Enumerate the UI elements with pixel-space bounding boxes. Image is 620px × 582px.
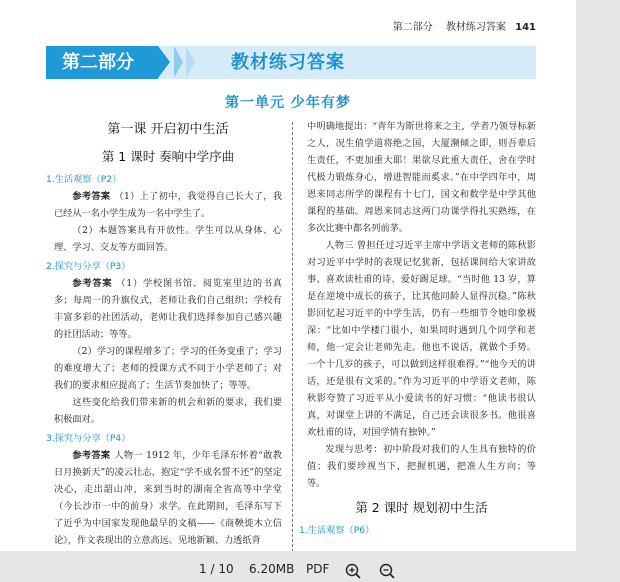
section-heading: 1.生活观察（P6） (299, 525, 375, 536)
answer-text: （1）上了初中，我觉得自己长大了，我已经从一名小学生成为一名中学生了。 (54, 191, 283, 219)
running-head (393, 18, 536, 33)
answer-text: （2）本题答案具有开放性。学生可以从身体、心理、学习、交友等方面回答。 (54, 225, 282, 253)
page-number: 141 (515, 22, 536, 33)
side-gutter (576, 0, 620, 551)
banner-chevron (186, 46, 195, 78)
left-column (46, 118, 283, 549)
answer-text: 中明确地提出：“青年为斯世将来之主，学者乃领导标新之人，况生值学道将绝之国，大厦濒倾之即，则吾辈后生责任，不更加重大耶！果欲尽此重大责任，舍在学时代极力锻炼身心，增进智能而奚求。”在中学四年中，周恩来同志所学的课程有十七门，国文和数学是中学其他课程的基础。周恩来同志这两门功课学得扎实熟练，在多次比赛中都名列前茅。 (307, 121, 536, 234)
section-heading: 2.探究与分享（P3） (46, 261, 131, 272)
banner-arrow (158, 46, 170, 78)
answer-text: （2）学习的课程增多了；学习的任务变重了；学习的难度增大了；老师的授课方式不同于小学老师了；对我们的要求相应提高了；生活节奏加快了；等等。 (54, 346, 282, 391)
answer-label: 参考答案 (72, 450, 111, 461)
running-head-section: 第二部分 (392, 22, 433, 33)
total-pages: 10 (218, 562, 234, 576)
file-size: 6.20MB (249, 562, 295, 576)
banner-title: 教材练习答案 (231, 52, 345, 73)
page-indicator[interactable]: 1 / 10 (199, 562, 234, 576)
section-heading: 1.生活观察（P2） (46, 174, 122, 185)
banner-chevron (174, 46, 183, 78)
answer-text: 这些变化给我们带来新的机会和新的要求，我们要积极面对。 (54, 397, 282, 425)
answer-text: 发现与思考：初中阶段对我们的人生具有独特的价值；我们要珍视当下，把握机遇，把准人生方向；等等。 (307, 444, 536, 489)
part-banner (46, 46, 536, 79)
unit-title: 第一单元 少年有梦 (225, 95, 351, 111)
file-type: PDF (306, 562, 330, 576)
lesson-title: 第一课 开启初中生活 (107, 122, 229, 137)
answer-text: （1）学校图书馆、阅览室里边的书真多；每周一的升旗仪式，老师让我们自己组织；学校有丰富多彩的社团活动，老师让我们选择参加自己感兴趣的社团活动；等等。 (54, 278, 282, 340)
answer-label: 参考答案 (72, 191, 111, 202)
part-tag: 第二部分 (46, 46, 158, 79)
zoom-out-icon[interactable] (378, 562, 396, 580)
column-divider (292, 122, 293, 551)
period-title: 第 1 课时 奏响中学序曲 (101, 149, 235, 164)
zoom-in-icon[interactable] (344, 562, 362, 580)
running-head-book: 教材练习答案 (445, 22, 506, 33)
right-column (299, 118, 536, 539)
viewer-toolbar (0, 556, 620, 582)
section-heading: 3.探究与分享（P4） (46, 433, 131, 444)
period-title: 第 2 课时 规划初中生活 (355, 500, 488, 515)
answer-text: 人物一 1912 年，少年毛泽东怀着“敢教日月换新天”的凌云壮志，抱定“学不成名誓不还”的坚定决心，走出韶山冲，来到当时的湖南全省高等中学堂（今长沙市一中的前身）求学。在此期间，毛泽东写下了近乎为中国家发现他最早的文稿——《商鞅徙木立信论》，作文表现出的立意高远、见地新颖、力透纸背 (54, 450, 282, 546)
answer-label: 参考答案 (72, 278, 113, 289)
answer-text: 人物三 曾担任过习近平主席中学语文老师的陈秋影对习近平中学时的表现记忆犹新，包括课间给大家讲故事、喜欢读杜甫的诗、爱好踢足球。“当时他 13 岁，算是在逆境中成长的孩子，比其他同龄人显得沉稳。”陈秋影回忆起习近平的中学生活，仍有一些细节令她印象极深：“比如中学楼门很小，如果同时遇到几个同学和老师，他一定会让老师先走。他也不说话，就做个手势。一个十几岁的孩子，可以做到这样很难得。”“他今天的讲话，还是很有文采的。”作为习近平的中学语文老师，陈秋影夸赞了习近平从小爱读书的好习惯：“他读书很认真，对课堂上讲的不满足，自己还会读很多书。他很喜欢杜甫的诗，对国学情有独钟。” (307, 240, 536, 438)
current-page: 1 (199, 562, 207, 576)
